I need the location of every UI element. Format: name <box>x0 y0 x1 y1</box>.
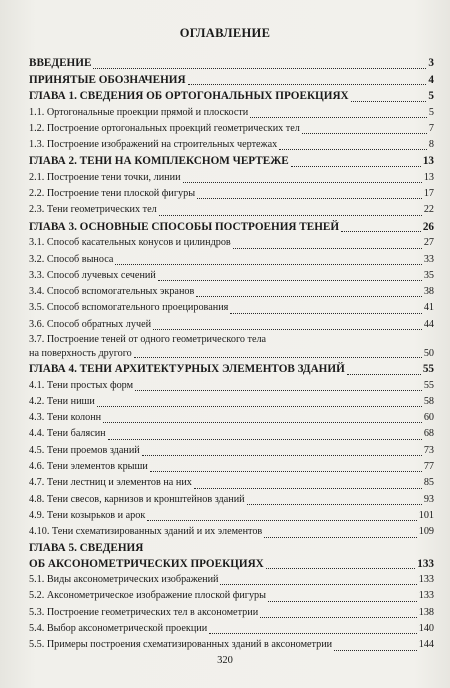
toc-entry-page: 7 <box>428 122 434 134</box>
toc-entry-page: 140 <box>418 622 434 634</box>
dot-leader <box>97 406 422 407</box>
toc-entry-label: 3.5. Способ вспомогательного проецирования <box>29 302 229 314</box>
toc-entry-page: 13 <box>422 155 434 168</box>
toc-chapter-entry <box>29 153 434 170</box>
dot-leader <box>159 215 422 216</box>
toc-entry-label: 5.4. Выбор аксонометрической проекции <box>29 622 208 634</box>
dot-leader <box>188 84 427 85</box>
table-of-contents <box>29 55 434 654</box>
page-title: ОГЛАВЛЕНИЕ <box>179 26 271 40</box>
toc-section-entry <box>29 378 434 394</box>
toc-entry-label: 3.6. Способ обратных лучей <box>29 318 152 330</box>
toc-chapter-entry <box>29 361 434 378</box>
toc-entry-label: 2.1. Построение тени точки, линии <box>29 171 181 183</box>
toc-entry-label: 2.3. Тени геометрических тел <box>29 204 157 216</box>
toc-chapter-entry <box>29 88 434 105</box>
dot-leader <box>291 166 421 167</box>
toc-entry-label: 1.2. Построение ортогональных проекций геометрических тел <box>29 122 300 134</box>
toc-section-entry <box>29 475 434 491</box>
dot-leader <box>153 329 422 330</box>
toc-entry-page: 93 <box>423 493 434 505</box>
toc-entry-label: 5.3. Построение геометрических тел в аксонометрии <box>29 606 259 618</box>
toc-entry-label: 5.1. Виды аксонометрических изображений <box>29 574 219 586</box>
toc-entry-page: 101 <box>418 509 434 521</box>
toc-entry-page: 5 <box>428 106 434 118</box>
toc-section-entry <box>29 252 434 268</box>
dot-leader <box>158 280 422 281</box>
toc-entry-label: 2.2. Построение тени плоской фигуры <box>29 188 196 200</box>
toc-entry-label-line2: на поверхность другого <box>29 348 132 360</box>
toc-entry-page: 44 <box>423 318 434 330</box>
toc-chapter-entry <box>29 219 434 236</box>
toc-entry-page: 73 <box>423 444 434 456</box>
toc-chapter-entry <box>29 72 434 89</box>
toc-section-entry <box>29 605 434 621</box>
dot-leader <box>194 488 422 489</box>
toc-section-entry <box>29 637 434 653</box>
toc-section-entry <box>29 492 434 508</box>
toc-entry-page: 85 <box>423 477 434 489</box>
dot-leader <box>266 568 415 569</box>
toc-entry-label: 3.2. Способ выноса <box>29 253 114 265</box>
toc-entry-label: ГЛАВА 2. ТЕНИ НА КОМПЛЕКСНОМ ЧЕРТЕЖЕ <box>29 155 289 168</box>
toc-entry-page: 3 <box>428 57 434 69</box>
toc-section-entry <box>29 524 434 540</box>
toc-entry-page: 138 <box>418 606 434 618</box>
dot-leader <box>134 357 422 358</box>
toc-entry-page: 26 <box>422 220 434 233</box>
toc-entry-page: 35 <box>423 269 434 281</box>
toc-section-entry <box>29 443 434 459</box>
toc-entry-page: 50 <box>423 348 434 360</box>
dot-leader <box>103 422 422 423</box>
dot-leader <box>209 633 417 634</box>
toc-entry-label: ГЛАВА 3. ОСНОВНЫЕ СПОСОБЫ ПОСТРОЕНИЯ ТЕНЕЙ <box>29 220 340 233</box>
dot-leader <box>197 198 422 199</box>
toc-section-entry <box>29 459 434 475</box>
dot-leader <box>220 584 416 585</box>
dot-leader <box>347 374 421 375</box>
toc-section-entry <box>29 137 434 153</box>
dot-leader <box>108 439 422 440</box>
toc-section-entry <box>29 588 434 604</box>
toc-entry-label: 3.1. Способ касательных конусов и цилиндров <box>29 237 231 249</box>
dot-leader <box>268 601 417 602</box>
toc-section-entry <box>29 508 434 524</box>
toc-entry-page: 133 <box>418 574 434 586</box>
dot-leader <box>341 231 421 232</box>
toc-entry-page: 5 <box>428 90 434 102</box>
toc-entry-page: 60 <box>423 412 434 424</box>
toc-section-entry <box>29 333 434 361</box>
toc-entry-label: ГЛАВА 1. СВЕДЕНИЯ ОБ ОРТОГОНАЛЬНЫХ ПРОЕКЦИЯХ <box>29 90 349 102</box>
dot-leader <box>233 248 422 249</box>
toc-section-entry <box>29 235 434 251</box>
dot-leader <box>351 101 427 102</box>
dot-leader <box>115 264 421 265</box>
toc-entry-label: 3.3. Способ лучевых сечений <box>29 269 156 281</box>
page-number: 320 <box>217 655 233 666</box>
toc-entry-page: 8 <box>428 139 434 151</box>
toc-entry-page: 17 <box>423 188 434 200</box>
dot-leader <box>135 390 422 391</box>
toc-section-entry <box>29 105 434 121</box>
toc-entry-label-line1: ГЛАВА 5. СВЕДЕНИЯ <box>29 541 144 554</box>
toc-entry-label: 4.10. Тени схематизированных зданий и их элементов <box>29 526 263 538</box>
dot-leader <box>264 537 416 538</box>
toc-entry-page: 55 <box>422 363 434 376</box>
toc-entry-page: 133 <box>418 590 434 602</box>
toc-section-entry <box>29 394 434 410</box>
toc-section-entry <box>29 317 434 333</box>
toc-entry-label-line1: 3.7. Построение теней от одного геометрического тела <box>29 334 267 346</box>
toc-chapter-entry <box>29 55 434 72</box>
toc-entry-label: ГЛАВА 4. ТЕНИ АРХИТЕКТУРНЫХ ЭЛЕМЕНТОВ ЗДАНИЙ <box>29 363 345 376</box>
toc-entry-page: 68 <box>423 428 434 440</box>
toc-entry-label: 4.6. Тени элементов крыши <box>29 461 148 473</box>
dot-leader <box>147 520 416 521</box>
dot-leader <box>334 650 417 651</box>
dot-leader <box>279 149 427 150</box>
dot-leader <box>142 455 422 456</box>
dot-leader <box>260 617 417 618</box>
toc-entry-label: 4.4. Тени балясин <box>29 428 106 440</box>
toc-entry-label: 4.1. Тени простых форм <box>29 379 134 391</box>
toc-section-entry <box>29 121 434 137</box>
toc-section-entry <box>29 284 434 300</box>
toc-entry-page: 4 <box>428 73 434 86</box>
toc-section-entry <box>29 170 434 186</box>
toc-entry-label: 4.9. Тени козырьков и арок <box>29 509 146 521</box>
toc-section-entry <box>29 410 434 426</box>
toc-entry-label: ВВЕДЕНИЕ <box>29 57 92 69</box>
dot-leader <box>250 117 427 118</box>
toc-entry-page: 77 <box>423 461 434 473</box>
toc-entry-label: 5.5. Примеры построения схематизированных зданий в аксонометрии <box>29 639 333 651</box>
toc-section-entry <box>29 572 434 588</box>
dot-leader <box>150 471 422 472</box>
dot-leader <box>196 296 422 297</box>
toc-entry-label: 1.3. Построение изображений на строительных чертежах <box>29 139 278 151</box>
toc-entry-label: 4.2. Тени ниши <box>29 395 95 407</box>
toc-entry-label: ПРИНЯТЫЕ ОБОЗНАЧЕНИЯ <box>29 73 186 86</box>
toc-section-entry <box>29 202 434 218</box>
toc-entry-page: 13 <box>423 171 434 183</box>
dot-leader <box>247 504 422 505</box>
toc-entry-label: 3.4. Способ вспомогательных экранов <box>29 286 195 298</box>
toc-entry-page: 58 <box>423 395 434 407</box>
toc-entry-label: 4.5. Тени проемов зданий <box>29 444 140 456</box>
toc-entry-label: 1.1. Ортогональные проекции прямой и плоскости <box>29 106 249 118</box>
toc-section-entry <box>29 300 434 316</box>
toc-entry-label: 4.3. Тени колонн <box>29 412 102 424</box>
dot-leader <box>93 68 426 69</box>
toc-entry-page: 38 <box>423 286 434 298</box>
dot-leader <box>183 182 422 183</box>
toc-entry-page: 55 <box>423 379 434 391</box>
toc-section-entry <box>29 268 434 284</box>
toc-entry-page: 133 <box>417 557 434 570</box>
toc-entry-label: 4.8. Тени свесов, карнизов и кронштейнов зданий <box>29 493 245 505</box>
toc-section-entry <box>29 621 434 637</box>
toc-entry-page: 41 <box>423 302 434 314</box>
dot-leader <box>230 313 421 314</box>
toc-section-entry <box>29 186 434 202</box>
toc-entry-page: 33 <box>423 253 434 265</box>
toc-entry-page: 144 <box>418 639 434 651</box>
toc-section-entry <box>29 426 434 442</box>
toc-chapter-entry <box>29 541 434 573</box>
toc-entry-page: 22 <box>423 204 434 216</box>
toc-entry-label: 4.7. Тени лестниц и элементов на них <box>29 477 192 489</box>
toc-entry-label: 5.2. Аксонометрическое изображение плоской фигуры <box>29 590 266 602</box>
dot-leader <box>302 133 427 134</box>
toc-entry-page: 27 <box>423 237 434 249</box>
toc-entry-page: 109 <box>418 526 434 538</box>
toc-entry-label-line2: ОБ АКСОНОМЕТРИЧЕСКИХ ПРОЕКЦИЯХ <box>29 557 264 570</box>
